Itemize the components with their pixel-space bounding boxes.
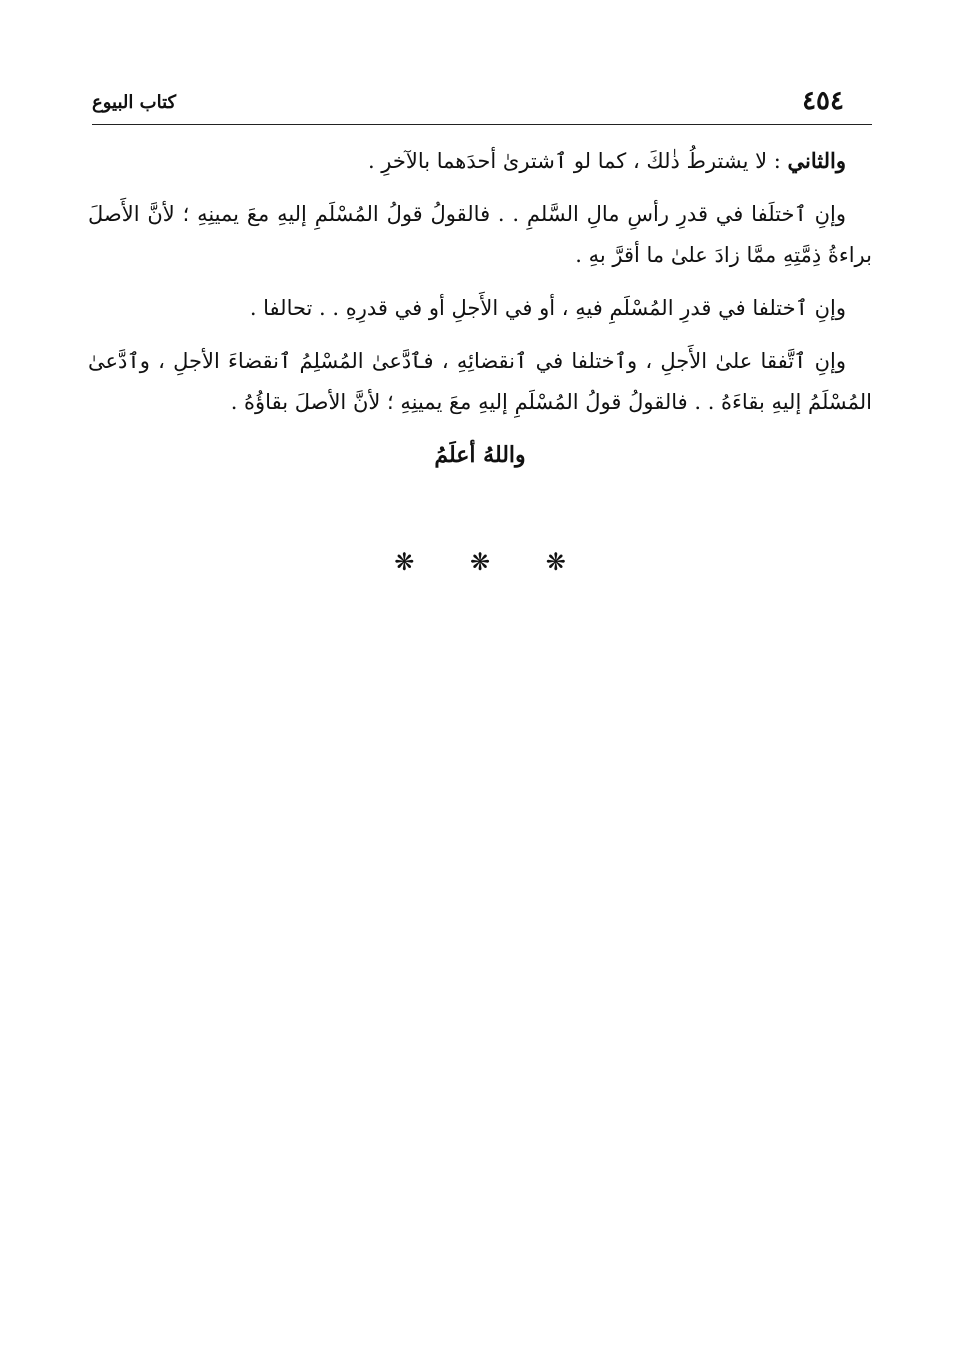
asterism-icon: ❋	[394, 548, 439, 576]
page-header	[92, 84, 872, 122]
paragraph-text: : لا يشترطُ ذٰلكَ ، كما لو ٱشترىٰ أحدَهما بالآخرِ .	[367, 149, 788, 173]
body-text	[88, 140, 872, 476]
section-separator	[0, 548, 960, 576]
paragraph-lead: والثاني	[787, 148, 846, 173]
paragraph-text: وإنِ ٱختلَفا في قدرِ رأسِ مالِ السَّلمِ . . فالقولُ قولُ المُسْلَمِ إليهِ معَ يمينِهِ ؛ لأنَّ الأَصلَ براءةُ ذِمَّتِهِ ممَّا زادَ علىٰ ما أقرَّ بهِ .	[88, 202, 872, 267]
page-number: ٤٥٤	[802, 86, 844, 116]
running-title: كتاب البيوع	[92, 92, 177, 113]
paragraph-2	[88, 194, 872, 276]
header-rule	[92, 124, 872, 125]
asterism-icon: ❋	[545, 548, 590, 576]
closing-phrase: واللهُ أعلَمُ	[434, 442, 526, 468]
paragraph-4	[88, 341, 872, 423]
asterism-icon: ❋	[469, 548, 515, 576]
paragraph-text: وإنِ ٱختلفا في قدرِ المُسْلَمِ فيهِ ، أو في الأَجلِ أو في قدرِهِ . . تحالفا .	[249, 296, 846, 320]
paragraph-1	[88, 140, 872, 182]
paragraph-3	[88, 288, 872, 329]
paragraph-text: وإنِ ٱتَّفقا علىٰ الأَجلِ ، وٱختلفا في ٱنقضائِهِ ، فٱدَّعىٰ المُسْلِمُ ٱنقضاءَ الأجلِ ، وٱدَّعىٰ المُسْلَمُ إليهِ بقاءَهُ . . فالقولُ قولُ المُسْلَمِ إليهِ معَ يمينِهِ ؛ لأنَّ الأصلَ بقاؤُهُ .	[88, 349, 872, 414]
